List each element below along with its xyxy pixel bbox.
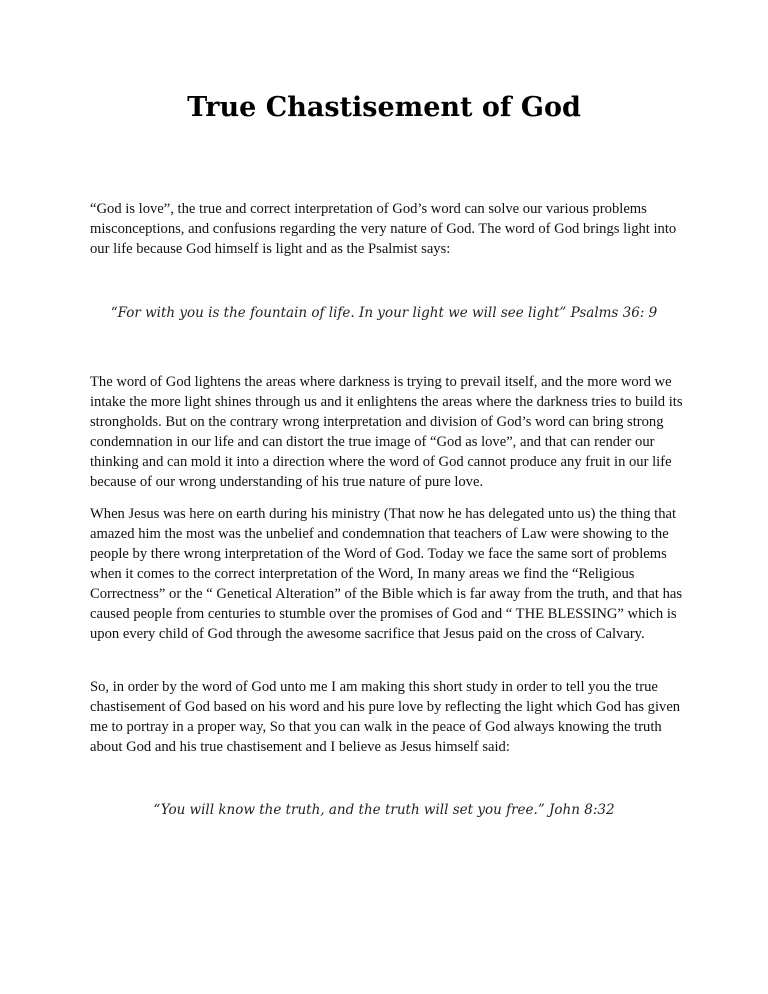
john-quote: “You will know the truth, and the truth will set you free.” John 8:32: [153, 802, 615, 818]
body-paragraph-light: The word of God lightens the areas where darkness is trying to prevail itself, and the more word we intake the more light shines through us and it enlightens the areas where the darkness tries to build its strongholds. But on the contrary wrong interpretation and division of God’s word can bring strong condemnation in our life and can distort the true image of “God as love”, and that can render our thinking and can mold it into a direction where the word of God cannot produce any fruit in our life because of our wrong understanding of his true nature of pure love.: [90, 374, 683, 490]
body-paragraph-ministry: When Jesus was here on earth during his ministry (That now he has delegated unto us) the thing that amazed him the most was the unbelief and condemnation that teachers of Law were showing to the people by there wrong interpretation of the Word of God. Today we face the same sort of problems when it comes to the correct interpretation of the Word, In many areas we find the “Religious Correctness” or the “ Genetical Alteration” of the Bible which is far away from the truth, and that has caused people from centuries to stumble over the promises of God and “ THE BLESSING” which is upon every child of God through the awesome sacrifice that Jesus paid on the cross of Calvary.: [90, 506, 683, 642]
psalms-quote: “For with you is the fountain of life. In your light we will see light” Psalms 36: 9: [110, 305, 658, 321]
document-title: True Chastisement of God: [187, 92, 581, 123]
intro-paragraph: “God is love”, the true and correct interpretation of God’s word can solve our various problems misconceptions, and confusions regarding the very nature of God. The word of God brings light into our life because God himself is light and as the Psalmist says:: [90, 201, 677, 257]
body-paragraph-study: So, in order by the word of God unto me I am making this short study in order to tell you the true chastisement of God based on his word and his pure love by reflecting the light which God has given me to portray in a proper way, So that you can walk in the peace of God always knowing the truth about God and his true chastisement and I believe as Jesus himself said:: [90, 679, 681, 755]
